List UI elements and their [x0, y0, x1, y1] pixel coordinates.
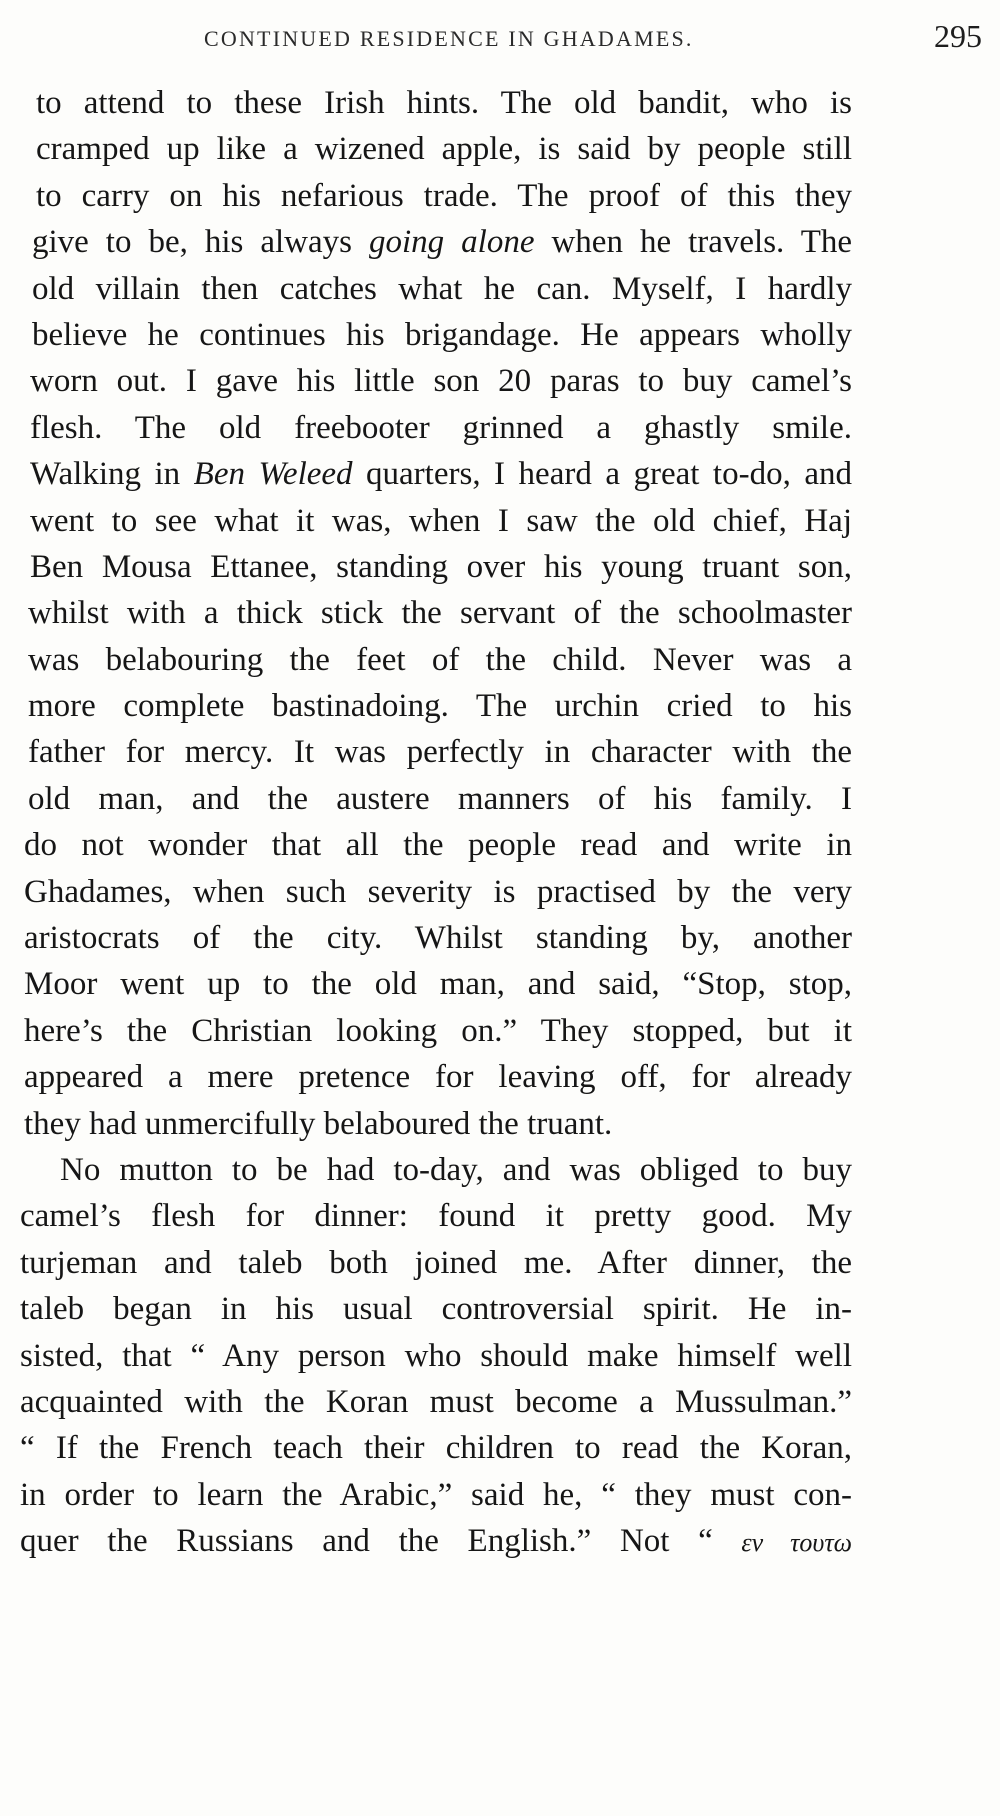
- page-header: [24, 14, 982, 66]
- text-line: [20, 637, 852, 683]
- text-segment: cramped up like a wizened apple, is said by people still: [36, 131, 852, 168]
- text-line: [20, 544, 852, 590]
- text-line: [20, 1472, 852, 1518]
- text-segment: believe he continues his brigandage. He appears wholly: [32, 316, 852, 353]
- text-segment: camel’s flesh for dinner: found it pretty good. My: [20, 1198, 852, 1235]
- text-line: [20, 80, 852, 126]
- text-line: [20, 915, 852, 961]
- text-line: [20, 1101, 852, 1147]
- text-segment: No mutton to be had to-day, and was obliged to buy: [60, 1151, 852, 1188]
- text-line: [20, 776, 852, 822]
- text-line: [20, 1240, 852, 1286]
- text-segment: give to be, his always: [32, 224, 369, 261]
- text-segment: Ben Mousa Ettanee, standing over his young truant son,: [30, 548, 852, 585]
- body-text: [20, 80, 852, 1565]
- text-segment: quer the Russians and the English.” Not “: [20, 1523, 742, 1560]
- text-line: [20, 219, 852, 265]
- text-line: [20, 312, 852, 358]
- italic-phrase: Ben Weleed: [193, 456, 353, 493]
- text-line: [20, 729, 852, 775]
- text-segment: to attend to these Irish hints. The old bandit, who is: [36, 85, 852, 121]
- text-segment: they had unmercifully belaboured the truant.: [24, 1105, 613, 1142]
- text-line: [20, 590, 852, 636]
- text-segment: Moor went up to the old man, and said, “Stop, stop,: [24, 966, 852, 1003]
- text-segment: turjeman and taleb both joined me. After dinner, the: [20, 1244, 852, 1281]
- running-head: CONTINUED RESIDENCE IN GHADAMES.: [204, 26, 694, 51]
- text-line: [20, 498, 852, 544]
- text-segment: more complete bastinadoing. The urchin cried to his: [28, 688, 852, 725]
- text-segment: here’s the Christian looking on.” They stopped, but it: [24, 1012, 852, 1049]
- text-segment: taleb began in his usual controversial spirit. He in-: [20, 1291, 852, 1328]
- text-segment: appeared a mere pretence for leaving off, for already: [24, 1059, 852, 1096]
- greek-phrase: εν τουτω: [741, 1528, 852, 1558]
- text-line: [20, 173, 852, 219]
- text-segment: flesh. The old freebooter grinned a ghastly smile.: [30, 409, 852, 446]
- text-line: [20, 266, 852, 312]
- text-segment: sisted, that “ Any person who should make himself well: [20, 1337, 852, 1374]
- text-line: [20, 683, 852, 729]
- text-line: [20, 1286, 852, 1332]
- text-line: [20, 1193, 852, 1239]
- text-segment: whilst with a thick stick the servant of the schoolmaster: [28, 595, 852, 632]
- text-segment: Ghadames, when such severity is practised by the very: [24, 873, 852, 910]
- text-segment: was belabouring the feet of the child. Never was a: [28, 641, 852, 678]
- text-line: [20, 1008, 852, 1054]
- text-line: [20, 1518, 852, 1564]
- text-line: [20, 1379, 852, 1425]
- text-segment: old man, and the austere manners of his family. I: [28, 780, 852, 817]
- text-line: [20, 405, 852, 451]
- text-segment: when he travels. The: [534, 224, 853, 261]
- text-segment: do not wonder that all the people read and write in: [24, 827, 852, 864]
- text-segment: old villain then catches what he can. Myself, I hardly: [32, 270, 852, 307]
- text-line: [20, 358, 852, 404]
- text-segment: Walking in: [30, 456, 194, 493]
- text-segment: quarters, I heard a great to-do, and: [352, 456, 852, 493]
- text-line: [20, 822, 852, 868]
- text-segment: worn out. I gave his little son 20 paras to buy camel’s: [30, 363, 852, 400]
- text-line: [20, 1425, 852, 1471]
- text-line: [20, 961, 852, 1007]
- text-segment: aristocrats of the city. Whilst standing by, another: [24, 920, 852, 957]
- text-segment: “ If the French teach their children to read the Koran,: [20, 1430, 852, 1467]
- text-segment: in order to learn the Arabic,” said he, “ they must con-: [20, 1476, 852, 1513]
- text-line: [20, 451, 852, 497]
- text-line: [20, 1054, 852, 1100]
- text-segment: to carry on his nefarious trade. The proof of this they: [36, 177, 852, 214]
- text-segment: father for mercy. It was perfectly in character with the: [28, 734, 852, 771]
- text-segment: acquainted with the Koran must become a Mussulman.”: [20, 1383, 852, 1420]
- text-line: [20, 869, 852, 915]
- text-line: [20, 1147, 852, 1193]
- italic-phrase: going alone: [369, 224, 535, 261]
- text-segment: went to see what it was, when I saw the old chief, Haj: [30, 502, 852, 539]
- text-line: [20, 1333, 852, 1379]
- text-line: [20, 126, 852, 172]
- page-number: 295: [934, 18, 982, 54]
